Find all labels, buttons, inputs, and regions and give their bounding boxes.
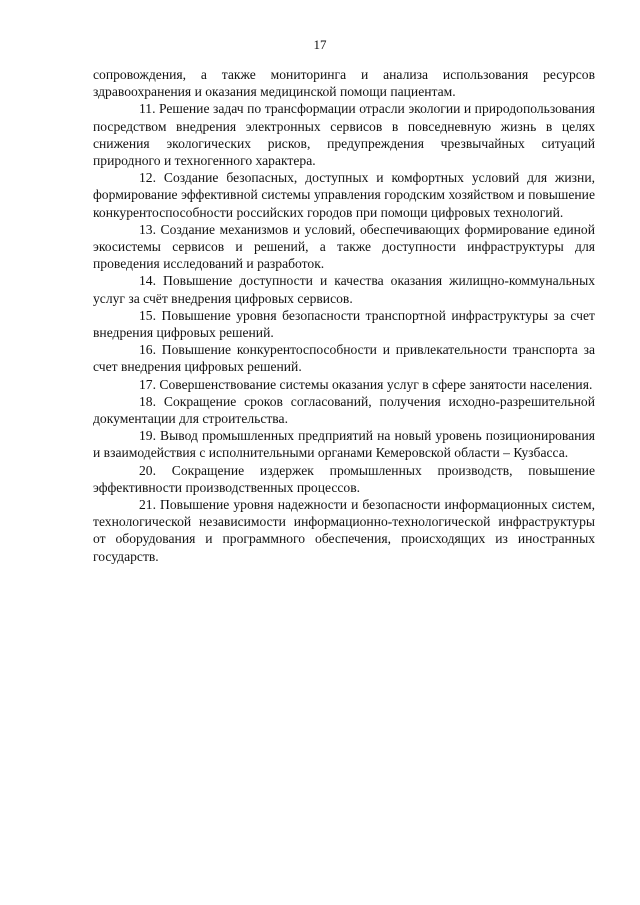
page-number: 17	[313, 37, 327, 52]
paragraph-item-15: 15. Повышение уровня безопасности транспортной инфраструктуры за счет внедрения цифровых решений.	[93, 307, 595, 341]
paragraph-item-20: 20. Сокращение издержек промышленных производств, повышение эффективности производственных процессов.	[93, 462, 595, 495]
paragraph-item-11: 11. Решение задач по трансформации отрасли экологии и природопользования посредством внедрения электронных сервисов в повседневную жизнь в целях снижения экологических рисков, предупреждения чрезвычайных ситуаций природного и техногенного характера.	[93, 101, 595, 169]
paragraph-item-13: 13. Создание механизмов и условий, обеспечивающих формирование единой экосистемы сервисов и решений, а также доступности инфраструктуры для проведения исследований и разработок.	[93, 221, 595, 272]
paragraph-item-12: 12. Создание безопасных, доступных и комфортных условий для жизни, формирование эффективной системы управления городским хозяйством и повышение конкурентоспособности российских городов при помощи цифровых технологий.	[93, 170, 595, 220]
document-body	[93, 66, 595, 565]
paragraph-continuation: сопровождения, а также мониторинга и анализа использования ресурсов здравоохранения и оказания медицинской помощи пациентам.	[93, 67, 595, 100]
paragraph-item-18: 18. Сокращение сроков согласований, получения исходно-разрешительной документации для строительства.	[93, 393, 595, 427]
paragraph-item-14: 14. Повышение доступности и качества оказания жилищно-коммунальных услуг за счёт внедрения цифровых сервисов.	[93, 273, 595, 306]
paragraph-item-17: 17. Совершенствование системы оказания услуг в сфере занятости населения.	[139, 376, 593, 392]
paragraph-item-21: 21. Повышение уровня надежности и безопасности информационных систем, технологической независимости информационно-технологической инфраструктуры от оборудования и программного обеспечения, происходящих из иностранных государств.	[93, 497, 595, 564]
paragraph-item-16: 16. Повышение конкурентоспособности и привлекательности транспорта за счет внедрения цифровых решений.	[93, 342, 595, 375]
paragraph-item-19: 19. Вывод промышленных предприятий на новый уровень позиционирования и взаимодействия с исполнительными органами Кемеровской области – Кузбасса.	[93, 428, 595, 461]
